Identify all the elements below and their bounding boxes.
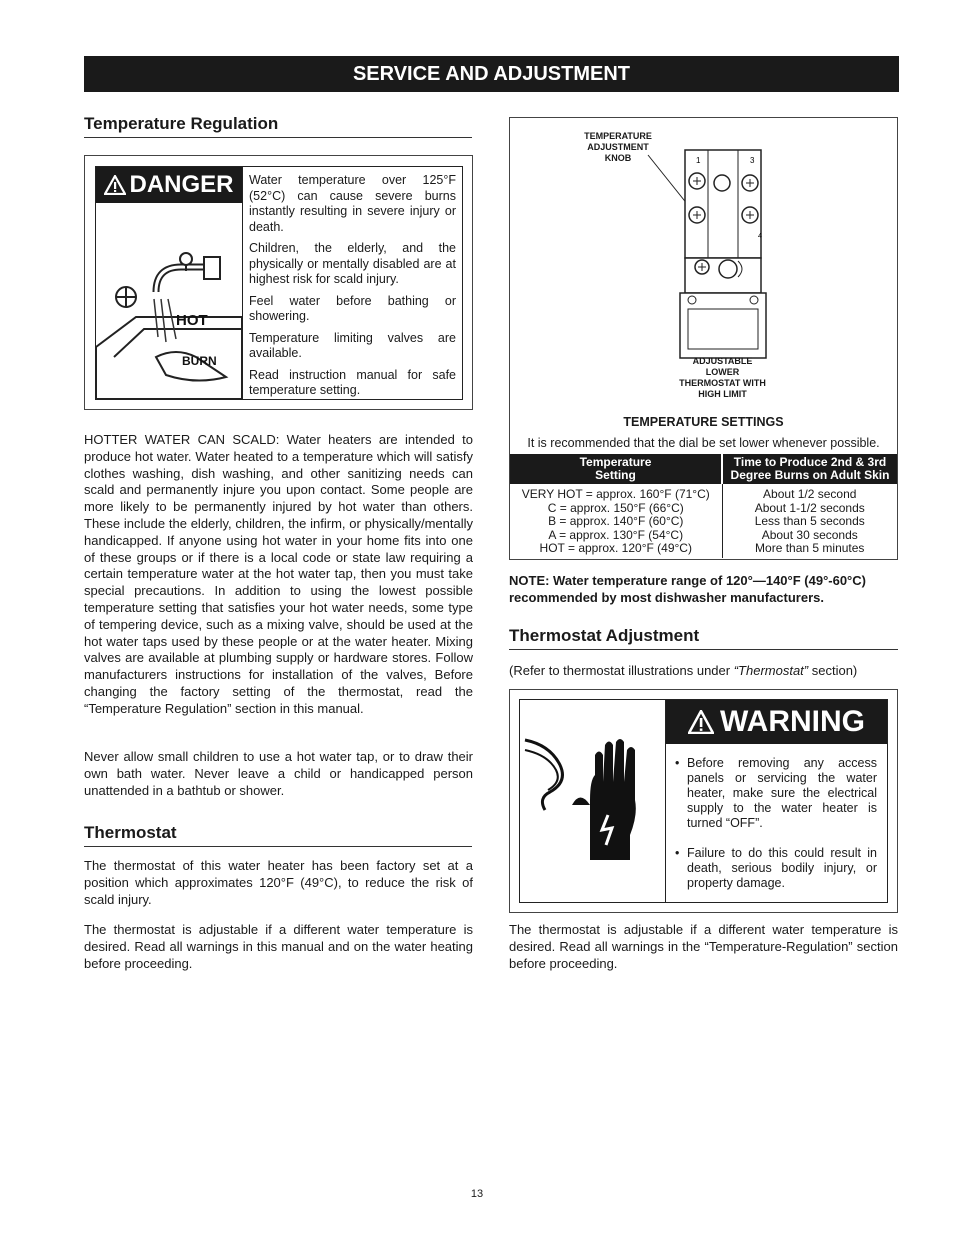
temperature-settings-box xyxy=(509,117,898,560)
warning-text-block xyxy=(675,756,877,891)
terminal-4-text: 4 xyxy=(758,233,762,240)
temperature-settings-table xyxy=(510,454,897,558)
section-banner: SERVICE AND ADJUSTMENT xyxy=(84,56,899,92)
danger-header xyxy=(96,167,242,203)
times-cell: About 1/2 second About 1-1/2 seconds Less than 5 seconds About 30 seconds More than 5 minutes xyxy=(754,487,865,555)
hot-text: HOT xyxy=(176,312,208,329)
page-number: 13 xyxy=(470,1188,484,1200)
danger-item: Read instruction manual for safe temperature setting. xyxy=(249,367,456,397)
settings-cell: VERY HOT = approx. 160°F (71°C) C = approx. 150°F (66°C) B = approx. 140°F (60°C) A = approx. 130°F (54°C) HOT = approx. 120°F (49°C) xyxy=(510,484,722,558)
scald-paragraph: HOTTER WATER CAN SCALD: Water heaters are intended to produce hot water. Water heated to a temperature which will satisfy clothes washing, dish washing, and other sanitizing needs can scald and permanently injure you upon contact. Some people are more likely to be permanently injured by hot water than others. These include the elderly, children, the infirm, or physically/mentally handicapped. If anyone using hot water in your home fits into one of these groups or if there is a local code or state law requiring a certain temperature water at the hot water tap, then you must take special precautions. In addition to using the lowest possible temperature setting that satisfies your hot water needs, some type of tempering device, such as a mixing valve, should be used at the hot water taps used by these people or at the water heater. Mixing valves are available at plumbing supply or hardware stores. Follow manufacturers instructions for installation of the valves, Before changing the factory setting of the thermostat, read the “Temperature Regulation” section in this manual. xyxy=(84,432,473,716)
thermostat-adjustment-heading: Thermostat Adjustment xyxy=(509,626,898,650)
refer-note: (Refer to thermostat illustrations under “Thermostat” section) xyxy=(509,663,858,678)
terminal-1-text: 1 xyxy=(696,156,701,165)
temperature-regulation-heading: Temperature Regulation xyxy=(84,114,472,138)
warning-triangle-icon xyxy=(104,175,126,195)
terminal-3-text: 3 xyxy=(750,156,755,165)
thermostat-diagram-icon xyxy=(630,143,780,373)
scald-illustration-icon xyxy=(96,207,242,399)
dishwasher-note: NOTE: Water temperature range of 120°—140°F (49°-60°C) recommended by most dishwasher manufacturers. xyxy=(509,573,866,605)
danger-label-box xyxy=(84,155,473,410)
warning-word: WARNING xyxy=(720,705,865,738)
warning-item: • Before removing any access panels or servicing the water heater, make sure the electrical supply to the water heater is turned “OFF”. xyxy=(675,756,877,830)
danger-item: Children, the elderly, and the physically or mentally disabled are at highest risk for scald injury. xyxy=(249,241,456,286)
danger-item: Feel water before bathing or showering. xyxy=(249,293,456,323)
thermostat-adjustment-paragraph: The thermostat is adjustable if a different water temperature is desired. Read all warnings in the “Temperature-Regulation” section before proceeding. xyxy=(509,922,898,971)
warning-label-box xyxy=(509,689,898,913)
danger-item: Temperature limiting valves are available. xyxy=(249,330,456,360)
warning-triangle-icon xyxy=(688,710,714,734)
warning-header xyxy=(666,700,887,744)
table-row xyxy=(510,484,897,558)
children-paragraph: Never allow small children to use a hot water tap, or to draw their own bath water. Never leave a child or handicapped person unattended in a bathtub or shower. xyxy=(84,749,473,798)
table-header-setting: Temperature Setting xyxy=(510,454,722,484)
table-header-time: Time to Produce 2nd & 3rd Degree Burns on Adult Skin xyxy=(722,454,897,484)
danger-divider xyxy=(242,167,243,399)
danger-item: Water temperature over 125°F (52°C) can cause severe burns instantly resulting in severe injury or death. xyxy=(249,173,456,234)
warning-item: • Failure to do this could result in death, serious bodily injury, or property damage. xyxy=(675,846,877,890)
thermostat-paragraph-1: The thermostat of this water heater has been factory set at a position which approximates 120°F (49°C), to reduce the risk of scald injury. xyxy=(84,858,473,907)
danger-label-inner xyxy=(95,166,463,400)
thermostat-paragraph-2: The thermostat is adjustable if a different water temperature is desired. Read all warnings in this manual and on the water heating before proceeding. xyxy=(84,922,473,971)
danger-text-block xyxy=(249,173,456,399)
lower-thermostat-label: ADJUSTABLE LOWER THERMOSTAT WITH HIGH LIMIT xyxy=(679,356,766,399)
knob-label: TEMPERATURE ADJUSTMENT KNOB xyxy=(584,131,652,163)
temperature-settings-note: It is recommended that the dial be set lower whenever possible. xyxy=(527,436,880,450)
warning-label-inner xyxy=(519,699,888,903)
electrical-hazard-hand-icon xyxy=(520,720,665,880)
thermostat-heading: Thermostat xyxy=(84,823,472,847)
temperature-settings-title: TEMPERATURE SETTINGS xyxy=(623,415,784,429)
burn-text: BURN xyxy=(182,354,217,368)
danger-word: DANGER xyxy=(129,171,234,198)
